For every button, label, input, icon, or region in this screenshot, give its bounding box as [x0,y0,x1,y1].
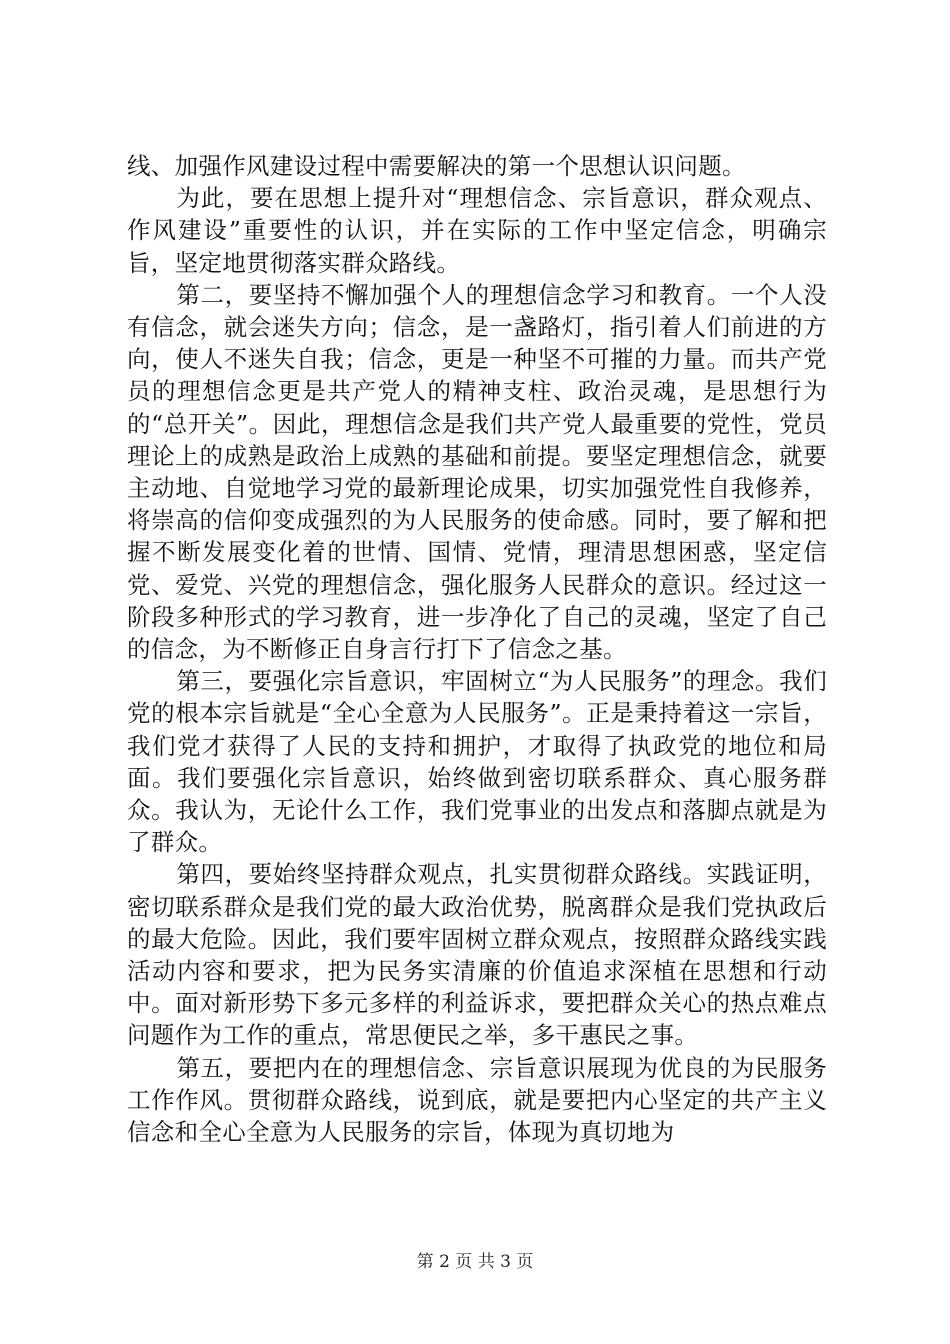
paragraph-continuation: 线、加强作风建设过程中需要解决的第一个思想认识问题。 [127,152,746,180]
page-number: 第 2 页 共 3 页 [416,1252,534,1272]
paragraph: 第四，要始终坚持群众观点，扎实贯彻群众路线。实践证明，密切联系群众是我们党的最大政治优势，脱离群众是我们党执政后的最大危险。因此，我们要牢固树立群众观点，按照群众路线实践活动内容和要求，把为民务实清廉的价值追求深植在思想和行动中。面对新形势下多元多样的利益诉求，要把群众关心的热点难点问题作为工作的重点，常思便民之举，多干惠民之事。 [127,860,827,1050]
document-body [127,150,827,1148]
paragraph: 为此，要在思想上提升对“理想信念、宗旨意识，群众观点、作风建设”重要性的认识，并在实际的工作中坚定信念，明确宗旨，坚定地贯彻落实群众路线。 [127,184,827,277]
page-footer [0,1247,950,1272]
paragraph: 第二，要坚持不懈加强个人的理想信念学习和教育。一个人没有信念，就会迷失方向；信念，是一盏路灯，指引着人们前进的方向，使人不迷失自我；信念，更是一种坚不可摧的力量。而共产党员的理想信念更是共产党人的精神支柱、政治灵魂，是思想行为的“总开关”。因此，理想信念是我们共产党人最重要的党性，党员理论上的成熟是政治上成熟的基础和前提。要坚定理想信念，就要主动地、自觉地学习党的最新理论成果，切实加强党性自我修养，将崇高的信仰变成强烈的为人民服务的使命感。同时，要了解和把握不断发展变化着的世情、国情、党情，理清思想困惑，坚定信党、爱党、兴党的理想信念，强化服务人民群众的意识。经过这一阶段多种形式的学习教育，进一步净化了自己的灵魂，坚定了自己的信念，为不断修正自身言行打下了信念之基。 [127,280,827,664]
paragraph: 第五，要把内在的理想信念、宗旨意识展现为优良的为民服务工作作风。贯彻群众路线，说到底，就是要把内心坚定的共产主义信念和全心全意为人民服务的宗旨，体现为真切地为 [127,1053,827,1147]
paragraph: 第三，要强化宗旨意识，牢固树立“为人民服务”的理念。我们党的根本宗旨就是“全心全意为人民服务”。正是秉持着这一宗旨，我们党才获得了人民的支持和拥护，才取得了执政党的地位和局面。我们要强化宗旨意识，始终做到密切联系群众、真心服务群众。我认为，无论什么工作，我们党事业的出发点和落脚点就是为了群众。 [127,667,827,857]
